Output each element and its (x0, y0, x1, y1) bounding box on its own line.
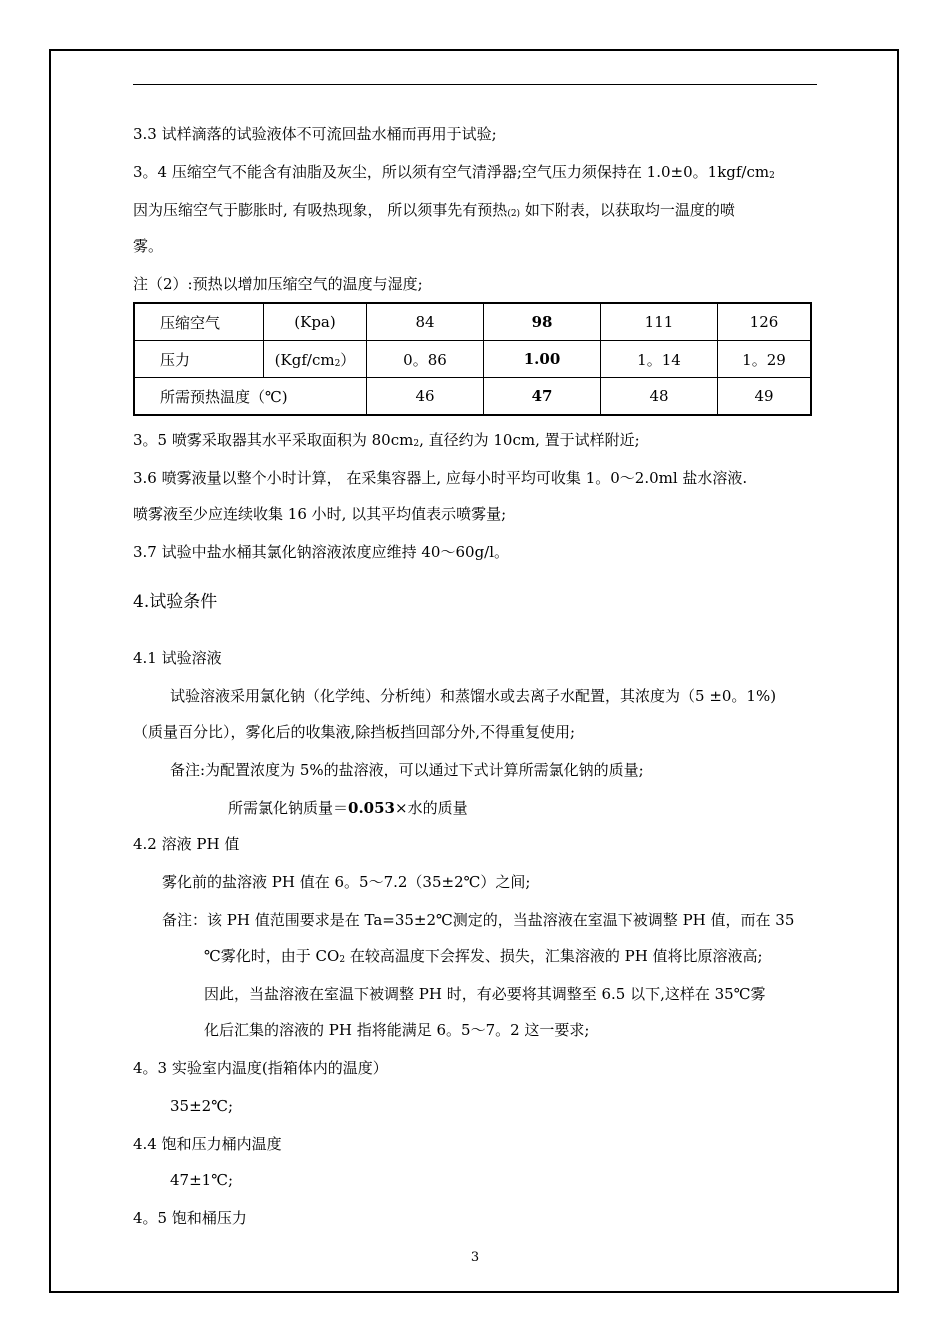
header-rule (133, 84, 817, 85)
subheading-4-1 (133, 648, 222, 668)
table-cell: 49 (718, 378, 812, 416)
table-cell: 47 (484, 378, 601, 416)
table-cell: 48 (601, 378, 718, 416)
table-cell: 压力 (134, 341, 264, 378)
table-cell: 126 (718, 303, 812, 341)
text: 4.1 试验溶液 (133, 649, 222, 667)
subscript: 2 (413, 439, 420, 449)
text: 35±2℃; (170, 1097, 234, 1115)
para-4-1-line1 (170, 686, 776, 706)
formula (228, 798, 468, 818)
text: 备注：该 PH 值范围要求是在 Ta=35±2℃测定的，当盐溶液在室温下被调整 PH 值，而在 35 (162, 911, 795, 929)
text: 3。4 压缩空气不能含有油脂及灰尘，所以须有空气清淨器;空气压力须保持在 1.0±0。1kgf/cm (133, 163, 770, 181)
subscript: 2 (769, 171, 775, 181)
table-row (134, 341, 811, 378)
subscript: 2 (334, 358, 341, 369)
text: （质量百分比），雾化后的收集液,除挡板挡回部分外,不得重复使用; (133, 723, 576, 741)
preheat-table (133, 302, 812, 416)
page-number: 3 (470, 1250, 480, 1265)
note-4-2-line1 (162, 910, 794, 930)
text: 所需氯化钠质量＝ (228, 799, 349, 817)
table-row (134, 378, 811, 416)
text: 3.6 喷雾液量以整个小时计算， 在采集容器上, 应每小时平均可收集 1。0～2.0ml 盐水溶液. (133, 469, 748, 487)
para-3-5 (133, 430, 640, 453)
text: 雾化前的盐溶液 PH 值在 6。5～7.2（35±2℃）之间; (162, 873, 531, 891)
table-cell: 46 (367, 378, 484, 416)
table-cell: 111 (601, 303, 718, 341)
table-cell: 98 (484, 303, 601, 341)
note-4-1 (170, 760, 644, 780)
text: 4。5 饱和桶压力 (133, 1209, 247, 1227)
coefficient: 0.053 (348, 799, 395, 817)
para-4-2 (162, 872, 530, 892)
para-3-4-line2 (133, 200, 735, 223)
table-cell: 84 (367, 303, 484, 341)
text: 雾。 (133, 237, 164, 255)
text: 备注:为配置浓度为 5%的盐溶液，可以通过下式计算所需氯化钠的质量; (170, 761, 644, 779)
subheading-4-3 (133, 1058, 388, 1078)
subheading-4-4 (133, 1134, 282, 1154)
table-cell: 所需预热温度（℃) (134, 378, 367, 416)
text: 3.3 试样滴落的试验液体不可流回盐水桶而再用于试验; (133, 125, 497, 143)
text: (Kgf/cm (274, 350, 335, 369)
table-cell: 0。86 (367, 341, 484, 378)
text: 化后汇集的溶液的 PH 指将能满足 6。5～7。2 这一要求; (204, 1021, 590, 1039)
para-4-1-line2 (133, 722, 575, 742)
text: 3.7 试验中盐水桶其氯化钠溶液浓度应维持 40～60g/l。 (133, 543, 510, 561)
table-cell: 1.00 (484, 341, 601, 378)
table-cell: 1。29 (718, 341, 812, 378)
text: 试验溶液采用氯化钠（化学纯、分析纯）和蒸馏水或去离子水配置，其浓度为（5 ±0。1%) (170, 687, 777, 705)
text: 因为压缩空气于膨胀时, 有吸热现象， 所以须事先有预热 (133, 201, 508, 219)
text: 4.4 饱和压力桶内温度 (133, 1135, 282, 1153)
note-2 (133, 274, 423, 294)
text: 4。3 实验室内温度(指箱体内的温度） (133, 1059, 388, 1077)
para-4-3 (170, 1096, 233, 1116)
para-3-7 (133, 542, 509, 562)
text: 4.2 溶液 PH 值 (133, 835, 240, 853)
text: 如下附表，以获取均一温度的喷 (520, 201, 735, 219)
note-4-2-line2 (204, 946, 763, 969)
table-cell (264, 341, 367, 378)
note-4-2-line4 (204, 1020, 589, 1040)
para-3-6-line1 (133, 468, 747, 488)
text: 3。5 喷雾采取器其水平采取面积为 80cm (133, 431, 414, 449)
text: 喷雾液至少应连续收集 16 小时, 以其平均值表示喷雾量; (133, 505, 507, 523)
table-row (134, 303, 811, 341)
subheading-4-2 (133, 834, 239, 854)
para-3-4-line1 (133, 162, 775, 185)
text: ） (340, 350, 356, 369)
section-heading-4 (133, 592, 217, 612)
table-cell: 1。14 (601, 341, 718, 378)
subscript: 2 (339, 955, 346, 965)
text: 47±1℃; (170, 1171, 234, 1189)
footnote-ref: (2) (507, 209, 521, 219)
para-4-4 (170, 1170, 233, 1190)
text: 注（2）:预热以增加压缩空气的温度与湿度; (133, 275, 423, 293)
text: , 直径约为 10cm, 置于试样附近; (419, 431, 640, 449)
text: 在较高温度下会挥发、损失，汇集溶液的 PH 值将比原溶液高; (345, 947, 763, 965)
text: 4.试验条件 (133, 592, 218, 612)
note-4-2-line3 (204, 984, 766, 1004)
para-3-4-line3 (133, 236, 163, 256)
para-3-6-line2 (133, 504, 506, 524)
table-cell: (Kpa) (264, 303, 367, 341)
text: ℃雾化时，由于 CO (204, 947, 340, 965)
text: 因此，当盐溶液在室温下被调整 PH 时，有必要将其调整至 6.5 以下,这样在 35℃雾 (204, 985, 766, 1003)
text: ×水的质量 (395, 799, 468, 817)
para-3-3 (133, 124, 497, 144)
subheading-4-5 (133, 1208, 247, 1228)
table-cell: 压缩空气 (134, 303, 264, 341)
